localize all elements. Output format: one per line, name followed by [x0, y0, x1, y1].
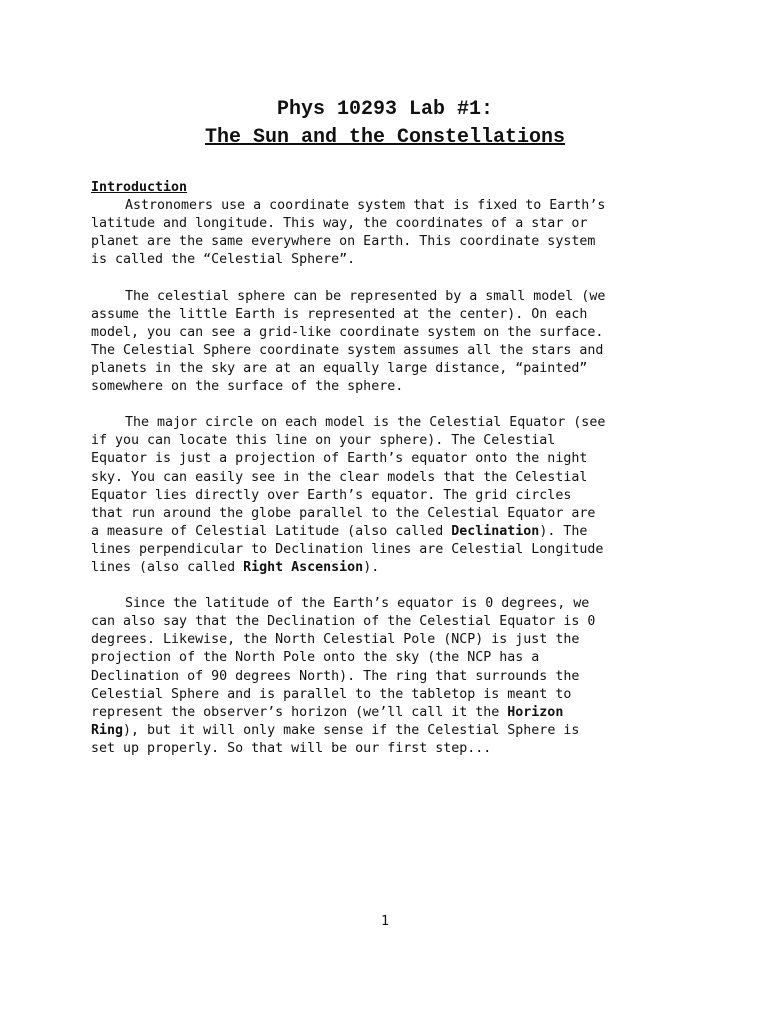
paragraph-1-rest: latitude and longitude. This way, the coordinates of a star or planet are the same everywhere on Earth. This coordinate system is called the “Celestial Sphere”. [91, 216, 596, 268]
paragraph-3-part-2: ). The lines perpendicular to Declination lines are Celestial Longitude lines (also called [91, 523, 604, 575]
paragraph-1-first-line: Astronomers use a coordinate system that is fixed to Earth’s [125, 198, 606, 214]
paragraph-3-part-1: The major circle on each model is the Celestial Equator (see if you can locate this line on your sphere). The Celestial Equator is just a projection of Earth’s equator onto the night sky. You can easily see in the clear models that the Celestial Equator lies directly over Earth’s equator. The grid circles that run around the globe parallel to the Celestial Equator are a measure of Celestial Latitude (also called [91, 415, 606, 539]
section-heading-introduction: Introduction [91, 180, 188, 195]
title-block [0, 96, 770, 152]
term-declination: Declination [451, 523, 540, 539]
paragraph-4 [91, 595, 691, 758]
lab-subtitle: The Sun and the Constellations [204, 126, 566, 149]
paragraph-1 [91, 197, 691, 269]
lab-title: Phys 10293 Lab #1: [276, 98, 494, 121]
term-right-ascension: Right Ascension [243, 559, 364, 575]
paragraph-4-part-1: Since the latitude of the Earth’s equator is 0 degrees, we can also say that the Declination of the Celestial Equator is 0 degrees. Likewise, the North Celestial Pole (NCP) is just the projection of the North Pole onto the sky (the NCP has a Declination of 90 degrees North). The ring that surrounds the Celestial Sphere and is parallel to the tabletop is meant to represent the observer’s horizon (we’ll call it the [91, 596, 596, 720]
paragraph-3 [91, 414, 691, 577]
page-number: 1 [380, 914, 389, 929]
paragraph-3-part-3: ). [363, 559, 380, 575]
document-body [91, 179, 691, 776]
paragraph-2-text: The celestial sphere can be represented by a small model (we assume the little Earth is represented at the center). On each model, you can see a grid-like coordinate system on the surface. The Celestial Sphere coordinate system assumes all the stars and planets in the sky are at an equally large distance, “painted” somewhere on the surface of the sphere. [91, 288, 606, 395]
paragraph-4-part-2: ), but it will only make sense if the Celestial Sphere is set up properly. So that will be our first step... [91, 722, 580, 756]
term-horizon-ring: Horizon Ring [91, 704, 564, 738]
paragraph-2 [91, 288, 691, 397]
